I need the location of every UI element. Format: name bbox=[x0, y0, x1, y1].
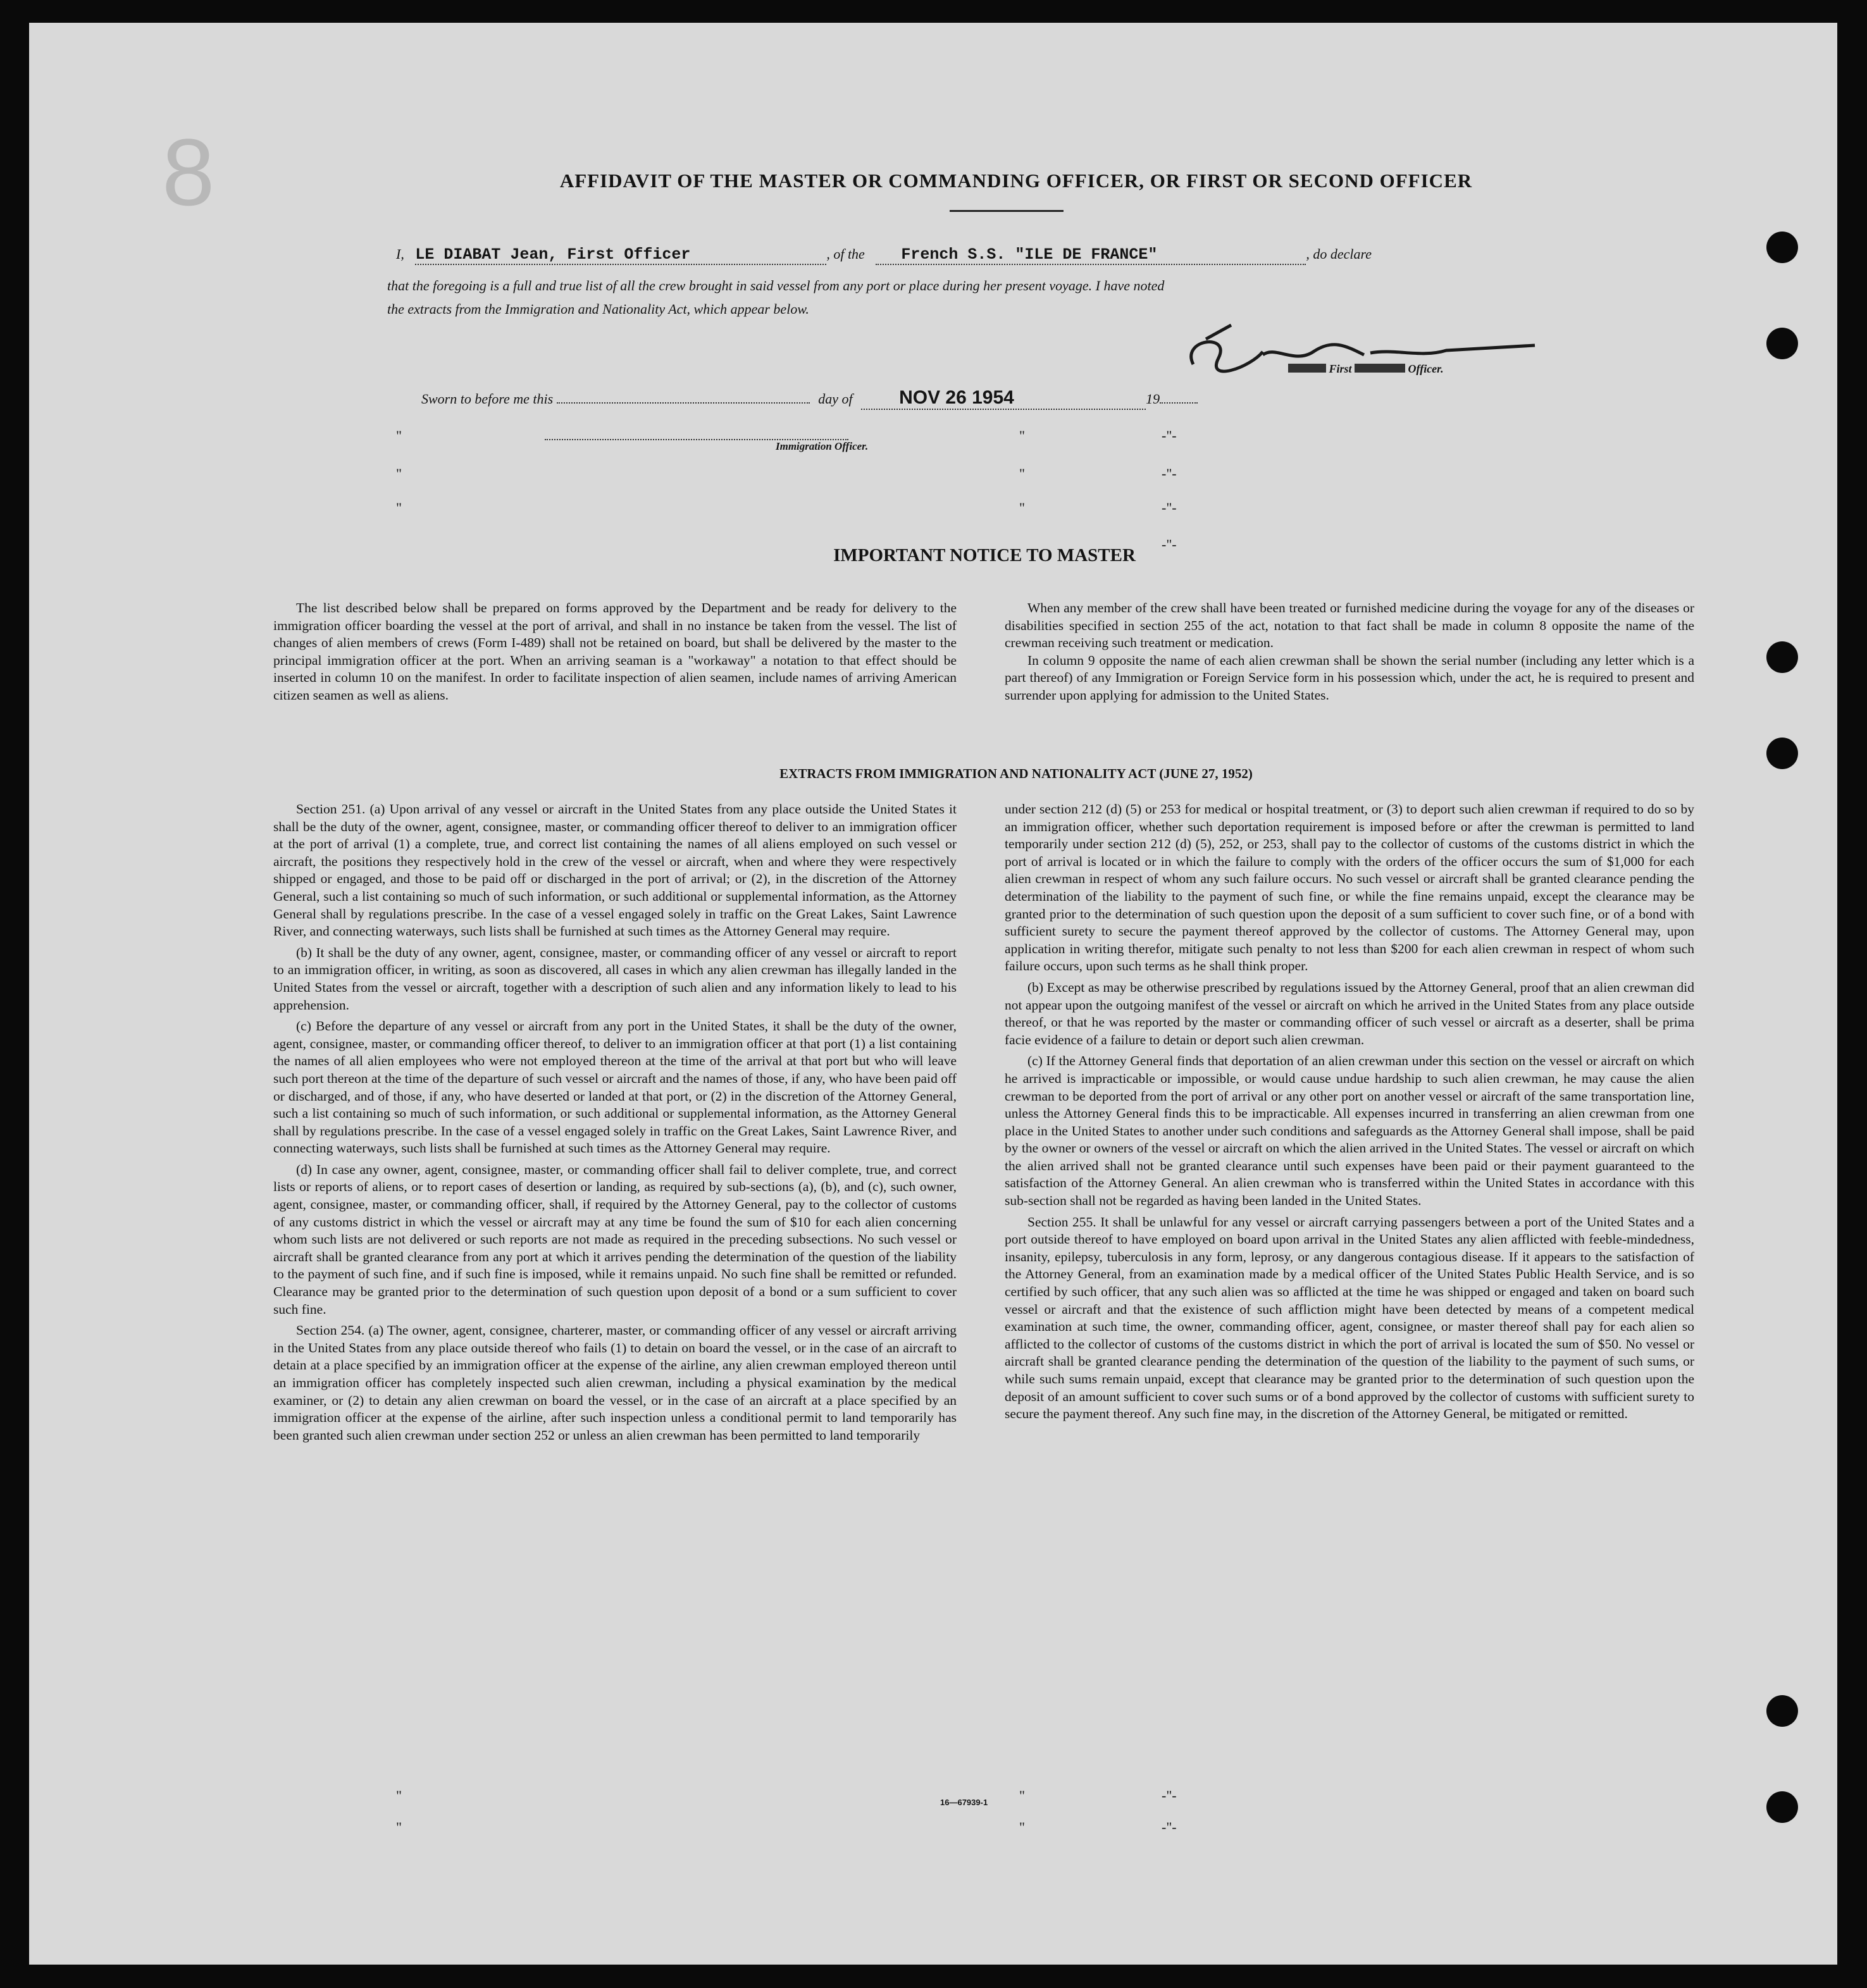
section-251-d: (d) In case any owner, agent, consignee, master, or commanding officer shall fail to deliver complete, true, and correct lists or reports of aliens, or to report cases of desertion or landing, as required by sub-sections (a), (b), and (c), such owner, agent, consignee, master, or commanding officer, shall, if required by the Attorney General, pay to the collector of customs of any customs district in which the vessel or aircraft may at any time be found the sum of $10 for each alien concerning whom such lists are not delivered or such reports are not made as required in the preceding subsections. No such vessel or aircraft shall be granted clearance from any port at which it arrives pending the determination of the question of the liability to the payment of such fine, and if such fine is imposed, while it remains unpaid. No such fine shall be remitted or refunded. Clearance may be granted prior to the determination of such question upon deposit of a bond or a sum sufficient to cover such fine. bbox=[273, 1161, 957, 1317]
redacted-mark bbox=[1355, 364, 1405, 373]
declaration-pronoun: I, bbox=[396, 246, 404, 262]
declaration-of-text: , of the bbox=[826, 246, 865, 262]
binder-hole bbox=[1766, 738, 1798, 769]
binder-hole bbox=[1766, 328, 1798, 359]
ditto-dash-mark: -"- bbox=[1162, 466, 1177, 481]
officer-title-text: First bbox=[1329, 362, 1352, 375]
ditto-mark: " bbox=[396, 428, 402, 443]
ditto-mark: " bbox=[1019, 1787, 1025, 1803]
immigration-officer-label: Immigration Officer. bbox=[776, 440, 869, 452]
section-254-c: (c) If the Attorney General finds that deportation of an alien crewman under this section on the vessel or aircraft on which he arrived is impracticable or impossible, or would cause undue hardship to such alien crewman, he may cause the alien crewman to be deported from the port of arrival or any other port on another vessel or aircraft of the same transportation line, unless the Attorney General finds this to be impracticable. All expenses incurred in transferring an alien crewman from one place in the United States to another under such conditions and safeguards as the Attorney General shall impose, shall be paid by the owner or owners of the vessel or aircraft on which the alien arrived in the United States. The vessel or aircraft on which the alien arrived shall not be granted clearance until such expenses have been paid or their payment guaranteed to the satisfaction of the Attorney General. An alien crewman who is transferred within the United States in accordance with this sub-section shall not be regarded as having been landed in the United States. bbox=[1005, 1053, 1694, 1209]
ditto-dash-mark: -"- bbox=[1162, 1787, 1177, 1803]
notice-right-column bbox=[1005, 600, 1694, 705]
section-254-a: Section 254. (a) The owner, agent, consignee, charterer, master, or commanding officer of any vessel or aircraft arriving in the United States from any place outside thereof who fails (1) to detain on board the vessel, or in the case of an aircraft to detain at a place specified by an immigration officer at the expense of the airline, any alien crewman employed thereon until an immigration officer has completely inspected such alien crewman, including a physical examination by the medical examiner, or (2) to detain any alien crewman on board the vessel, or in the case of an aircraft at a place specified by an immigration officer at the expense of the airline, after such inspection unless a conditional permit to land temporarily has been granted such alien crewman under section 252 or unless an alien crewman has been permitted to land temporarily bbox=[273, 1323, 957, 1443]
binder-hole bbox=[1766, 232, 1798, 263]
ditto-mark: " bbox=[396, 1819, 402, 1835]
ditto-dash-mark: -"- bbox=[1162, 500, 1177, 516]
ditto-mark: " bbox=[1019, 466, 1025, 481]
document-sheet bbox=[29, 23, 1837, 1965]
ditto-mark: " bbox=[1019, 1819, 1025, 1835]
officer-signature bbox=[1155, 320, 1548, 390]
extracts-title: EXTRACTS FROM IMMIGRATION AND NATIONALITY ACT (JUNE 27, 1952) bbox=[779, 766, 1253, 781]
section-251-b: (b) It shall be the duty of any owner, agent, consignee, master, or commanding officer of any vessel or aircraft to report to an immigration officer, in writing, as soon as discovered, all cases in which any alien crewman has illegally landed in the United States from the vessel or aircraft, together with a description of such alien and any information likely to lead to his apprehension. bbox=[273, 944, 957, 1013]
day-of-label: day of bbox=[818, 391, 853, 407]
notice-paragraph: The list described below shall be prepared on forms approved by the Department and be ready for delivery to the immigration officer boarding the vessel at the port of arrival, and shall in no instance be taken from the vessel. The list of changes of alien members of crews (Form I-489) shall not be retained on board, but shall be delivered by the master to the principal immigration officer at the port. When an arriving seaman is a "workaway" a notation to that effect should be inserted in column 10 on the manifest. In order to facilitate inspection of alien seamen, include names of arriving American citizen seamen as well as aliens. bbox=[273, 600, 957, 703]
section-255: Section 255. It shall be unlawful for any vessel or aircraft carrying passengers between a port of the United States and a port outside thereof to have employed on board upon arrival in the United States any alien afflicted with feeble-mindedness, insanity, epilepsy, tuberculosis in any form, leprosy, or any dangerous contagious disease. If it appears to the satisfaction of the Attorney General, from an examination made by a medical officer of the United States Public Health Service, and is so certified by such officer, that any such alien was so afflicted at the time he was shipped or engaged and taken on board such vessel or aircraft and that the existence of such affliction might have been detected by means of a competent medical examination at such time, the owner, commanding officer, agent, consignee, or master thereof shall pay for each alien so afflicted to the collector of customs of the customs district in which the port of arrival is located the sum of $50. No vessel or aircraft shall be granted clearance pending the determination of the question of the liability to the payment of such sums, or while such sums remain unpaid, except that clearance may be granted prior to the determination of such question upon the deposit of an amount sufficient to cover such sums or of a bond approved by the collector of customs with sufficient surety to secure the payment thereof. Any such fine may, in the discretion of the Attorney General, be mitigated or remitted. bbox=[1005, 1214, 1694, 1422]
ditto-dash-mark: -"- bbox=[1162, 428, 1177, 443]
section-254-a-continued: under section 212 (d) (5) or 253 for medical or hospital treatment, or (3) to deport such alien crewman if required to do so by an immigration officer, whether such deportation requirement is imposed before or after the crewman is permitted to land temporarily under section 212 (d) (5), 252, or 253, shall pay to the collector of customs of the customs district in which the port of arrival is located or in which the failure to comply with the orders of the officer occurs the sum of $1,000 for each alien crewman in respect of whom any such failure occurs. No such vessel or aircraft shall be granted clearance pending the determination of the liability to the payment of such fine, or while the fine remains unpaid, except the clearance may be granted prior to the determination of such question upon the deposit of a sum sufficient to cover such fine, or of a bond with sufficient surety to secure the payment thereof approved by the collector of customs. The Attorney General may, upon application in writing therefor, mitigate such penalty to not less than $200 for each alien crewman in respect of whom such failure occurs, upon such terms as he shall think proper. bbox=[1005, 801, 1694, 974]
declaration-declare-text: , do declare bbox=[1306, 246, 1372, 262]
ditto-mark: " bbox=[396, 500, 402, 516]
declaration-line-3: the extracts from the Immigration and Nationality Act, which appear below. bbox=[387, 301, 809, 317]
ditto-mark: " bbox=[1019, 500, 1025, 516]
section-254-b: (b) Except as may be otherwise prescribed by regulations issued by the Attorney General, proof that an alien crewman did not appear upon the outgoing manifest of the vessel or aircraft on which he arrived in the United States from any place outside thereof, or that he was reported by the master or commanding officer of such vessel or aircraft as a deserter, shall be prima facie evidence of a failure to detain or deport such alien crewman. bbox=[1005, 979, 1694, 1047]
declaration-line-1 bbox=[396, 245, 1372, 265]
ditto-mark: " bbox=[1019, 428, 1025, 443]
declaration-line-2: that the foregoing is a full and true list of all the crew brought in said vessel from any port or place during her present voyage. I have noted bbox=[387, 278, 1165, 293]
section-251-a: Section 251. (a) Upon arrival of any vessel or aircraft in the United States from any place outside the United States it shall be the duty of the owner, agent, consignee, master, or commanding officer thereof to deliver to an immigration officer at the port of arrival (1) a complete, true, and correct list containing the names of all aliens employed on such vessel or aircraft, the positions they respectively hold in the crew of the vessel or aircraft, when and where they were respectively shipped or engaged, and those to be paid off or discharged in the port of arrival; or (2), in the discretion of the Attorney General, such a list containing so much of such information, or such additional or supplemental information, as the Attorney General shall by regulations prescribe. In the case of a vessel engaged solely in traffic on the Great Lakes, Saint Lawrence River, and connecting waterways, such lists shall be furnished at such times as the Attorney General may require. bbox=[273, 801, 957, 939]
ditto-mark: " bbox=[396, 1787, 402, 1803]
notice-title: IMPORTANT NOTICE TO MASTER bbox=[833, 545, 1136, 565]
title-underline bbox=[950, 210, 1064, 212]
binder-hole bbox=[1766, 1695, 1798, 1727]
year-label: 19 bbox=[1146, 391, 1160, 407]
binder-hole bbox=[1766, 1791, 1798, 1823]
ditto-mark: " bbox=[396, 466, 402, 481]
officer-title-line bbox=[1288, 362, 1444, 376]
page-number-mark: 8 bbox=[162, 119, 215, 225]
vessel-name-field: French S.S. "ILE DE FRANCE" bbox=[876, 245, 1306, 265]
extracts-left-column bbox=[273, 801, 957, 1444]
date-stamp: NOV 26 1954 bbox=[861, 387, 1146, 410]
affidavit-title: AFFIDAVIT OF THE MASTER OR COMMANDING OFFICER, OR FIRST OR SECOND OFFICER bbox=[559, 170, 1473, 192]
notice-left-column bbox=[273, 600, 957, 705]
officer-name-field: LE DIABAT Jean, First Officer bbox=[415, 245, 826, 265]
ditto-dash-mark: -"- bbox=[1162, 1819, 1177, 1835]
redacted-mark bbox=[1288, 364, 1326, 373]
extracts-right-column bbox=[1005, 801, 1694, 1423]
ditto-dash-mark: -"- bbox=[1162, 536, 1177, 552]
sworn-line bbox=[421, 387, 1198, 410]
officer-suffix: Officer. bbox=[1408, 362, 1444, 375]
immigration-officer-line bbox=[545, 439, 848, 440]
notice-paragraph: When any member of the crew shall have been treated or furnished medicine during the voyage for any of the diseases or disabilities specified in section 255 of the act, notation to that fact shall be made in column 8 opposite the name of the crewman receiving such treatment or medication. bbox=[1005, 600, 1694, 651]
form-number: 16—67939-1 bbox=[940, 1798, 988, 1807]
binder-hole bbox=[1766, 641, 1798, 673]
sworn-label: Sworn to before me this bbox=[421, 391, 554, 407]
notice-paragraph: In column 9 opposite the name of each alien crewman shall be shown the serial number (including any letter which is a part thereof) of any Immigration or Foreign Service form in his possession which, under the act, he is required to present and surrender upon applying for admission to the United States. bbox=[1005, 652, 1694, 703]
section-251-c: (c) Before the departure of any vessel or aircraft from any port in the United States, it shall be the duty of the owner, agent, consignee, master, or commanding officer thereof, to deliver to an immigration officer at that port (1) a list containing the names of all alien employees who were not employed thereon at the time of the arrival at that port but who will leave such port thereon at the time of the departure of such vessel or aircraft and the names of those, if any, who have been paid off or discharged, and of those, if any, who have deserted or landed at that port, or (2) in the discretion of the Attorney General, such a list containing so much of such information, or such additional or supplemental information, as the Attorney General shall by regulations prescribe. In the case of a vessel engaged solely in traffic on the Great Lakes, Saint Lawrence River, and connecting waterways, such lists shall be furnished at such times as the Attorney General may require. bbox=[273, 1018, 957, 1156]
